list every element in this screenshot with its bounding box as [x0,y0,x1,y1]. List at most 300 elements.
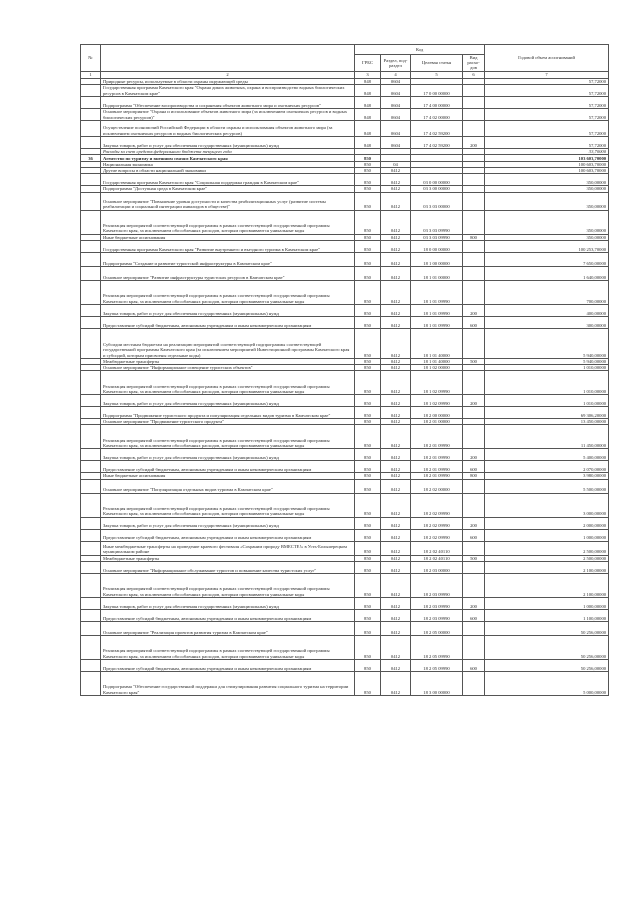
cell-csr: 18 1 01 09990 [411,280,463,304]
cell-csr: 18 2 01 09990 [411,461,463,473]
cell-num [81,252,101,266]
cell-vr: 600 [463,461,485,473]
cell-razdel: 0604 [381,136,411,148]
cell-csr: 17 4 02 59200 [411,120,463,136]
cell-sum: 1 640,00000 [485,266,609,280]
cell-csr: 03 3 00 00000 [411,186,463,192]
cell-grbs: 850 [355,358,381,364]
cell-grbs: 850 [355,407,381,419]
cell-grbs: 850 [355,186,381,192]
cell-vr [463,541,485,555]
cell-name: Реализация мероприятий соответствующей подпрограммы в рамках соответствующей государственной программы Камчатского края, за исключением обособленных расходов, которым присваиваются уникальные коды [101,210,355,234]
cell-csr: 18 2 01 09990 [411,425,463,449]
cell-name: Предоставление субсидий бюджетным, автономным учреждениям и иным некоммерческим организациям [101,659,355,671]
cell-sum: 50 256,00000 [485,635,609,659]
cell-razdel: 0412 [381,168,411,174]
cell-razdel: 0412 [381,234,411,240]
cell-name: Государственная программа Камчатского края "Развитие внутреннего и въездного туризма в Камчатском крае" [101,240,355,252]
table-row [81,155,609,162]
cell-sum: 5 400,00000 [485,449,609,461]
cell-csr: 03 3 03 00000 [411,192,463,210]
cell-csr: 18 1 02 09990 [411,395,463,407]
cell-grbs: 850 [355,473,381,479]
header-code-group: Код [355,45,485,55]
cell-vr [463,479,485,493]
cell-razdel: 0412 [381,395,411,407]
cell-vr [463,635,485,659]
cell-sum: 57,72000 [485,78,609,84]
cell-grbs: 850 [355,517,381,529]
cell-name: Подпрограмма "Создание и развитие туристской инфраструктуры в Камчатском крае" [101,252,355,266]
cell-grbs: 850 [355,493,381,517]
cell-csr: 18 0 00 00000 [411,240,463,252]
cell-grbs: 850 [355,174,381,186]
cell-razdel: 0412 [381,425,411,449]
column-number: 6 [463,71,485,78]
cell-vr [463,407,485,419]
cell-sum: 5 940,00000 [485,328,609,358]
cell-razdel: 0604 [381,84,411,96]
cell-num [81,479,101,493]
cell-razdel: 0412 [381,240,411,252]
table-row [81,84,609,96]
table-row [81,621,609,635]
cell-vr: 200 [463,395,485,407]
table-row [81,461,609,473]
cell-name: Расходы за счет средств федерального бюджета текущего года [101,148,355,154]
cell-razdel: 0412 [381,529,411,541]
cell-sum: 350,00000 [485,234,609,240]
cell-name: Реализация мероприятий соответствующей подпрограммы в рамках соответствующей государственной программы Камчатского края, за исключением обособленных расходов, которым присваиваются уникальные коды [101,635,355,659]
cell-sum: 300,00000 [485,316,609,328]
cell-sum: 57,72000 [485,136,609,148]
cell-csr: 18 1 02 09990 [411,371,463,395]
table-row [81,541,609,555]
table-row [81,395,609,407]
cell-vr [463,493,485,517]
cell-num [81,328,101,358]
cell-sum: 5 000,00000 [485,671,609,695]
cell-name: Межбюджетные трансферты [101,358,355,364]
cell-grbs: 850 [355,168,381,174]
cell-name: Национальная экономика [101,162,355,168]
cell-num [81,280,101,304]
cell-razdel: 0412 [381,493,411,517]
cell-razdel: 0412 [381,449,411,461]
cell-vr [463,280,485,304]
cell-csr: 18 2 02 09990 [411,529,463,541]
cell-sum: 2 000,00000 [485,517,609,529]
cell-sum: 11 450,00000 [485,425,609,449]
cell-vr [463,192,485,210]
cell-sum: 100 603,70000 [485,168,609,174]
cell-sum: 400,00000 [485,304,609,316]
table-row [81,108,609,120]
cell-num [81,84,101,96]
cell-grbs: 850 [355,555,381,561]
cell-num [81,96,101,108]
cell-grbs: 848 [355,108,381,120]
cell-grbs: 850 [355,419,381,425]
cell-csr: 18 2 05 09990 [411,659,463,671]
cell-vr: 200 [463,136,485,148]
cell-name: Основное мероприятие "Развитие инфраструктуры туристских ресурсов в Камчатском крае" [101,266,355,280]
column-number: 5 [411,71,463,78]
cell-vr [463,425,485,449]
cell-vr [463,621,485,635]
table-row [81,120,609,136]
cell-grbs: 850 [355,234,381,240]
table-row [81,96,609,108]
cell-grbs: 850 [355,541,381,555]
cell-sum: 3 980,00000 [485,473,609,479]
header-num: № [81,45,101,72]
cell-vr [463,266,485,280]
cell-grbs: 850 [355,573,381,597]
header-razdel: Раздел, под-раздел [381,55,411,72]
cell-sum: 2 500,00000 [485,541,609,555]
cell-sum: 1 000,00000 [485,597,609,609]
cell-grbs: 848 [355,84,381,96]
cell-vr [463,240,485,252]
table-row [81,479,609,493]
cell-name: Подпрограмма "Обеспечение воспроизводства и сохранения объектов животного мира и охотничьих ресурсов" [101,96,355,108]
table-row [81,493,609,517]
cell-sum: 1 010,00000 [485,371,609,395]
table-row [81,136,609,148]
cell-grbs: 850 [355,395,381,407]
cell-num [81,304,101,316]
cell-csr: 18 2 01 09990 [411,449,463,461]
cell-name: Реализация мероприятий соответствующей подпрограммы в рамках соответствующей государственной программы Камчатского края, за исключением обособленных расходов, которым присваиваются уникальные коды [101,371,355,395]
cell-vr [463,84,485,96]
cell-razdel: 0412 [381,304,411,316]
cell-csr: 18 2 02 00000 [411,479,463,493]
cell-num [81,573,101,597]
cell-grbs: 850 [355,621,381,635]
cell-grbs: 850 [355,461,381,473]
cell-razdel: 0412 [381,252,411,266]
table-row [81,240,609,252]
cell-name: Закупка товаров, работ и услуг для обеспечения государственных (муниципальных) нужд [101,597,355,609]
cell-sum: 57,72000 [485,120,609,136]
cell-name: Подпрограмма "Продвижение туристского продукта и популяризация отдельных видов туризма в Камчатском крае" [101,407,355,419]
table-row [81,174,609,186]
cell-num [81,136,101,148]
cell-name: Подпрограмма "Доступная среда в Камчатском крае" [101,186,355,192]
cell-sum: 7 650,00000 [485,252,609,266]
cell-csr: 18 2 03 09990 [411,573,463,597]
cell-razdel: 0412 [381,266,411,280]
cell-name: Другие вопросы в области национальной экономики [101,168,355,174]
header-csr: Целевая статья [411,55,463,72]
cell-vr [463,561,485,573]
cell-razdel: 0412 [381,358,411,364]
cell-razdel: 0412 [381,461,411,473]
cell-csr: 17 0 00 00000 [411,84,463,96]
cell-razdel: 0412 [381,561,411,573]
cell-sum: 350,00000 [485,186,609,192]
cell-vr [463,328,485,358]
cell-name: Межбюджетные трансферты [101,555,355,561]
budget-table-sheet [80,44,608,696]
cell-name: Государственная программа Камчатского края "Охрана диких животных, охрана и воспроизводство водных биологических ресурсов в Камчатском крае" [101,84,355,96]
cell-name: Реализация мероприятий соответствующей подпрограммы в рамках соответствующей государственной программы Камчатского края, за исключением обособленных расходов, которым присваиваются уникальные коды [101,493,355,517]
cell-razdel: 0412 [381,316,411,328]
cell-name: Основное мероприятие "Реализация проектов развития туризма в Камчатском крае" [101,621,355,635]
cell-name: Основное мероприятие "Популяризация отдельных видов туризма в Камчатском крае" [101,479,355,493]
header-grbs: ГРБС [355,55,381,72]
cell-csr: 18 1 01 40000 [411,328,463,358]
cell-razdel: 0412 [381,609,411,621]
cell-grbs: 850 [355,425,381,449]
cell-razdel: 0604 [381,108,411,120]
table-row [81,304,609,316]
cell-sum: 103 603,70000 [485,155,609,162]
cell-sum: 13 450,00000 [485,419,609,425]
table-row [81,449,609,461]
cell-num [81,517,101,529]
cell-razdel: 0412 [381,210,411,234]
cell-num [81,316,101,328]
cell-vr: 800 [463,473,485,479]
cell-csr: 17 4 02 59200 [411,136,463,148]
cell-name: Государственная программа Камчатского края "Социальная поддержка граждан в Камчатском крае" [101,174,355,186]
cell-razdel: 0412 [381,407,411,419]
cell-razdel: 0412 [381,597,411,609]
cell-num [81,371,101,395]
cell-num [81,120,101,136]
cell-sum: 350,00000 [485,192,609,210]
column-number: 3 [355,71,381,78]
cell-num [81,192,101,210]
cell-razdel: 0412 [381,635,411,659]
cell-num [81,240,101,252]
cell-razdel: 0604 [381,78,411,84]
cell-name: Закупка товаров, работ и услуг для обеспечения государственных (муниципальных) нужд [101,395,355,407]
column-number: 4 [381,71,411,78]
cell-name: Иные бюджетные ассигнования [101,473,355,479]
cell-csr: 03 3 03 09990 [411,210,463,234]
cell-vr [463,371,485,395]
cell-sum: 350,00000 [485,210,609,234]
cell-csr: 18 3 00 00000 [411,671,463,695]
cell-razdel: 0412 [381,328,411,358]
cell-vr: 800 [463,234,485,240]
cell-csr: 18 2 02 40110 [411,541,463,555]
cell-csr: 18 2 01 00000 [411,419,463,425]
cell-sum: 100 253,70000 [485,240,609,252]
cell-vr: 600 [463,609,485,621]
table-row [81,210,609,234]
column-numbers-row [81,71,609,78]
cell-razdel: 0412 [381,473,411,479]
cell-razdel: 0412 [381,174,411,186]
cell-vr [463,120,485,136]
header-sum: Годовой объем ассигнований [485,45,609,72]
cell-name: Основное мероприятие "Продвижение туристского продукта" [101,419,355,425]
cell-vr: 200 [463,597,485,609]
table-row [81,425,609,449]
table-row [81,671,609,695]
cell-num [81,597,101,609]
header-vr: Вид расхо-дов [463,55,485,72]
cell-num [81,395,101,407]
cell-razdel [381,155,411,162]
cell-vr [463,155,485,162]
cell-csr: 18 1 01 09990 [411,304,463,316]
cell-grbs: 850 [355,328,381,358]
cell-name: Закупка товаров, работ и услуг для обеспечения государственных (муниципальных) нужд [101,449,355,461]
table-row [81,266,609,280]
cell-razdel: 0412 [381,479,411,493]
cell-grbs: 850 [355,371,381,395]
cell-razdel: 0412 [381,671,411,695]
cell-sum: 57,72000 [485,108,609,120]
cell-name: Иные межбюджетные трансферты на проведение краевого фестиваля «Сохраним природу ВМЕСТЕ!» в Усть-Большерецком муниципальном районе [101,541,355,555]
cell-vr [463,174,485,186]
table-row [81,517,609,529]
cell-num [81,659,101,671]
cell-num [81,210,101,234]
cell-sum: 57,72000 [485,96,609,108]
cell-vr: 200 [463,517,485,529]
cell-csr: 18 1 01 40000 [411,358,463,364]
table-row [81,573,609,597]
table-row [81,597,609,609]
cell-csr: 18 2 02 40110 [411,555,463,561]
cell-sum: 69 306,20000 [485,407,609,419]
cell-sum: 2 100,00000 [485,573,609,597]
cell-vr: 200 [463,304,485,316]
table-row [81,316,609,328]
table-row [81,328,609,358]
cell-grbs: 850 [355,659,381,671]
cell-name: Предоставление субсидий бюджетным, автономным учреждениям и иным некоммерческим организациям [101,461,355,473]
cell-grbs: 850 [355,252,381,266]
cell-name: Осуществление полномочий Российской Федерации в области охраны и использования объектов животного мира (за исключением охотничьих ресурсов и водных биологических ресурсов) [101,120,355,136]
header-name [101,45,355,72]
cell-grbs: 850 [355,192,381,210]
cell-vr: 600 [463,529,485,541]
cell-num [81,174,101,186]
cell-csr: 18 1 01 09990 [411,316,463,328]
cell-name: Основное мероприятие "Повышение уровня доступности и качества реабилитационных услуг (развитие системы реабилитации и социальной интеграции инвалидов в обществе)" [101,192,355,210]
cell-razdel: 0412 [381,541,411,555]
cell-num: 36 [81,155,101,162]
cell-grbs: 848 [355,78,381,84]
cell-razdel: 0412 [381,659,411,671]
cell-sum: 1 010,00000 [485,395,609,407]
cell-razdel: 0412 [381,186,411,192]
cell-vr: 500 [463,358,485,364]
cell-name: Предоставление субсидий бюджетным, автономным учреждениям и иным некоммерческим организациям [101,529,355,541]
cell-grbs: 850 [355,597,381,609]
cell-grbs: 850 [355,210,381,234]
cell-num [81,266,101,280]
cell-csr: 03 3 03 09990 [411,234,463,240]
cell-sum: 1 100,00000 [485,609,609,621]
cell-vr [463,210,485,234]
cell-name: Основное мероприятие "Информационное освещение туристских объектов" [101,365,355,371]
table-row [81,407,609,419]
cell-name: Подпрограмма "Обеспечение государственной поддержки для стимулирования развития социального туризма на территории Камчатского края" [101,671,355,695]
cell-csr: 17 4 00 00000 [411,96,463,108]
cell-grbs: 850 [355,240,381,252]
cell-sum: 50 256,00000 [485,621,609,635]
cell-csr: 18 2 05 09990 [411,635,463,659]
cell-razdel: 0412 [381,555,411,561]
cell-vr: 600 [463,316,485,328]
cell-vr [463,671,485,695]
cell-vr [463,252,485,266]
cell-csr: 18 1 01 00000 [411,266,463,280]
table-row [81,252,609,266]
cell-vr: 600 [463,659,485,671]
table-row [81,192,609,210]
cell-csr [411,155,463,162]
cell-name: Природные ресурсы, используемые в области охраны окружающей среды [101,78,355,84]
cell-sum: 2 500,00000 [485,555,609,561]
cell-name: Предоставление субсидий бюджетным, автономным учреждениям и иным некоммерческим организациям [101,609,355,621]
cell-num [81,108,101,120]
cell-name: Реализация мероприятий соответствующей подпрограммы в рамках соответствующей государственной программы Камчатского края, за исключением обособленных расходов, которым присваиваются уникальные коды [101,425,355,449]
cell-razdel: 0412 [381,280,411,304]
cell-razdel: 0412 [381,621,411,635]
cell-grbs: 848 [355,136,381,148]
cell-sum: 5 940,00000 [485,358,609,364]
cell-grbs: 850 [355,316,381,328]
cell-razdel: 0412 [381,517,411,529]
cell-sum: 100 603,70000 [485,162,609,168]
cell-vr [463,108,485,120]
cell-csr: 18 2 03 09990 [411,597,463,609]
table-row [81,635,609,659]
column-number: 1 [81,71,101,78]
cell-num [81,493,101,517]
cell-csr: 18 2 03 00000 [411,561,463,573]
cell-name: Агентство по туризму и внешним связям Камчатского края [101,155,355,162]
table-row [81,371,609,395]
cell-razdel: 0412 [381,365,411,371]
cell-name: Предоставление субсидий бюджетным, автономным учреждениям и иным некоммерческим организациям [101,316,355,328]
cell-num [81,671,101,695]
cell-num [81,461,101,473]
cell-num [81,407,101,419]
cell-name: Закупка товаров, работ и услуг для обеспечения государственных (муниципальных) нужд [101,517,355,529]
table-row [81,529,609,541]
cell-razdel: 0412 [381,371,411,395]
budget-rows [81,78,609,695]
cell-grbs: 850 [355,266,381,280]
cell-sum: 3 000,00000 [485,493,609,517]
cell-name: Реализация мероприятий соответствующей подпрограммы в рамках соответствующей государственной программы Камчатского края, за исключением обособленных расходов, которым присваиваются уникальные коды [101,573,355,597]
cell-name: Иные бюджетные ассигнования [101,234,355,240]
cell-csr: 18 2 00 00000 [411,407,463,419]
cell-name: Реализация мероприятий соответствующей подпрограммы в рамках соответствующей государственной программы Камчатского края, за исключением обособленных расходов, которым присваиваются уникальные коды [101,280,355,304]
cell-vr: 200 [463,449,485,461]
cell-grbs: 848 [355,120,381,136]
cell-sum: 700,00000 [485,280,609,304]
cell-num [81,529,101,541]
cell-grbs: 848 [355,96,381,108]
cell-grbs: 850 [355,449,381,461]
cell-grbs: 850 [355,561,381,573]
cell-vr: 500 [463,555,485,561]
cell-sum: 2 070,00000 [485,461,609,473]
cell-csr: 18 2 02 09990 [411,493,463,517]
cell-grbs: 850 [355,155,381,162]
